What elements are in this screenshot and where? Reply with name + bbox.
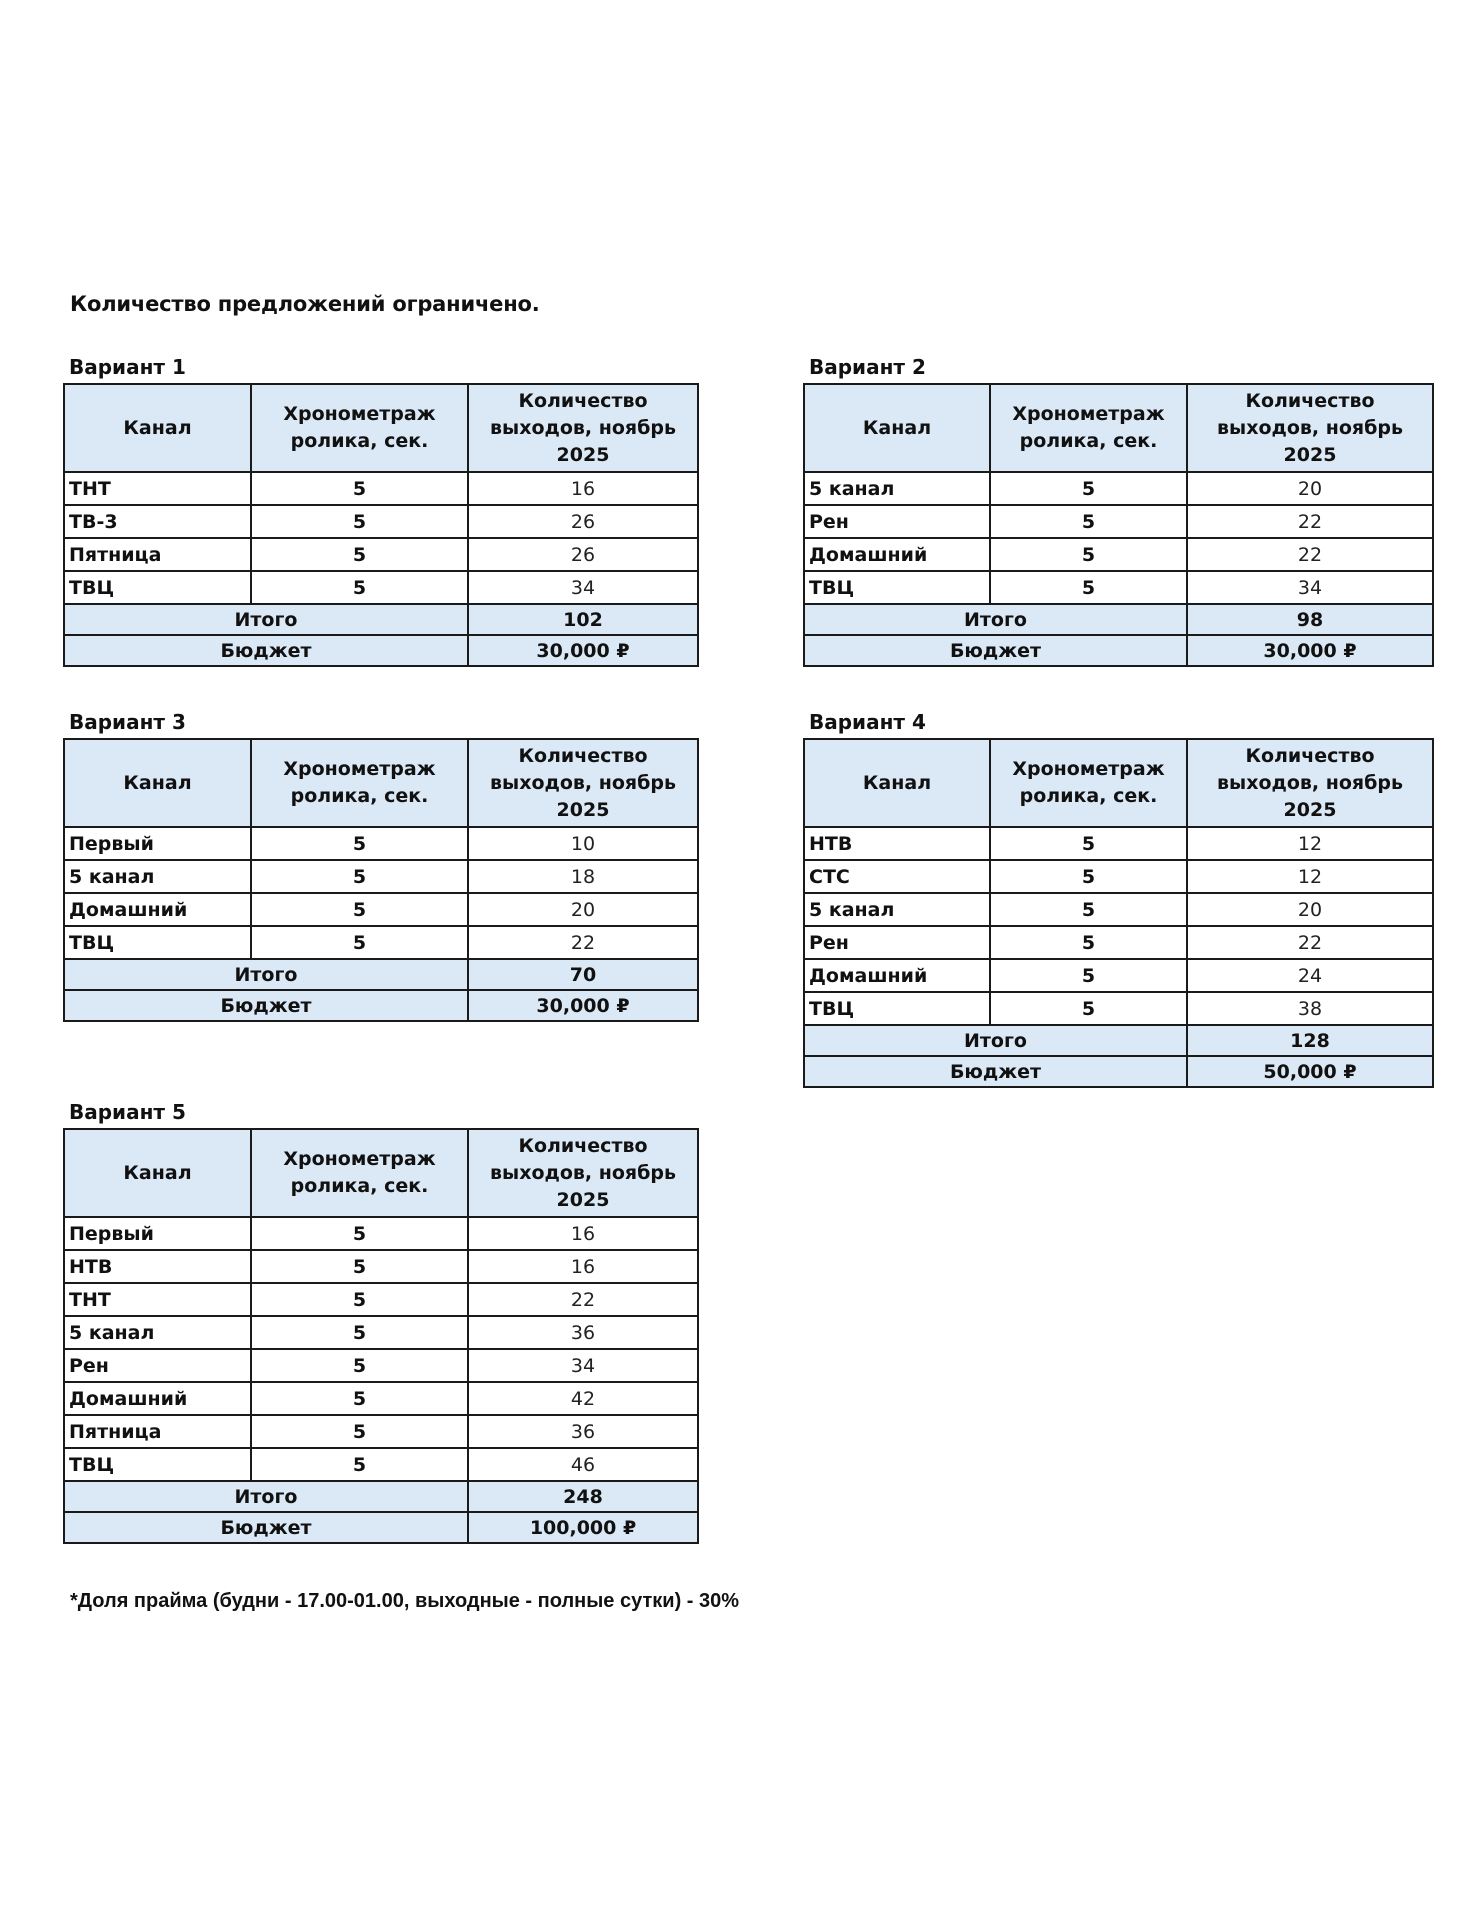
column-header-duration: Хронометраж ролика, сек. bbox=[251, 384, 468, 472]
budget-value: 100,000 ₽ bbox=[468, 1512, 698, 1543]
count-cell: 24 bbox=[1187, 959, 1433, 992]
count-cell: 34 bbox=[468, 571, 698, 604]
channel-cell: 5 канал bbox=[64, 860, 251, 893]
footnote: *Доля прайма (будни - 17.00-01.00, выходные - полные сутки) - 30% bbox=[70, 1590, 740, 1612]
duration-cell: 5 bbox=[990, 472, 1187, 505]
table-header-row bbox=[64, 384, 698, 472]
budget-row bbox=[64, 635, 698, 666]
budget-label: Бюджет bbox=[804, 1056, 1187, 1087]
table-row bbox=[64, 472, 698, 505]
table-row bbox=[804, 505, 1433, 538]
channel-cell: Пятница bbox=[64, 1415, 251, 1448]
budget-label: Бюджет bbox=[64, 1512, 468, 1543]
count-cell: 26 bbox=[468, 505, 698, 538]
duration-cell: 5 bbox=[990, 992, 1187, 1025]
duration-cell: 5 bbox=[251, 505, 468, 538]
channel-cell: ТВЦ bbox=[804, 571, 990, 604]
duration-cell: 5 bbox=[251, 472, 468, 505]
column-header-duration: Хронометраж ролика, сек. bbox=[251, 739, 468, 827]
count-cell: 42 bbox=[468, 1382, 698, 1415]
duration-cell: 5 bbox=[251, 538, 468, 571]
channel-cell: 5 канал bbox=[64, 1316, 251, 1349]
count-cell: 46 bbox=[468, 1448, 698, 1481]
channel-cell: ТВ-3 bbox=[64, 505, 251, 538]
count-cell: 16 bbox=[468, 1217, 698, 1250]
table-row bbox=[64, 571, 698, 604]
duration-cell: 5 bbox=[251, 926, 468, 959]
duration-cell: 5 bbox=[990, 959, 1187, 992]
table-row bbox=[804, 893, 1433, 926]
channel-cell: 5 канал bbox=[804, 893, 990, 926]
duration-cell: 5 bbox=[990, 571, 1187, 604]
table-row bbox=[64, 1382, 698, 1415]
total-row bbox=[64, 1481, 698, 1512]
budget-row bbox=[64, 1512, 698, 1543]
count-cell: 12 bbox=[1187, 827, 1433, 860]
total-label: Итого bbox=[64, 959, 468, 990]
table-row bbox=[804, 538, 1433, 571]
channel-cell: ТНТ bbox=[64, 472, 251, 505]
total-label: Итого bbox=[804, 604, 1187, 635]
budget-value: 30,000 ₽ bbox=[468, 635, 698, 666]
table-header-row bbox=[64, 739, 698, 827]
duration-cell: 5 bbox=[990, 860, 1187, 893]
channel-cell: 5 канал bbox=[804, 472, 990, 505]
budget-row bbox=[64, 990, 698, 1021]
duration-cell: 5 bbox=[251, 1316, 468, 1349]
duration-cell: 5 bbox=[251, 1217, 468, 1250]
channel-cell: Домашний bbox=[804, 538, 990, 571]
duration-cell: 5 bbox=[251, 827, 468, 860]
duration-cell: 5 bbox=[251, 1283, 468, 1316]
table-row bbox=[64, 1217, 698, 1250]
table-row bbox=[64, 1283, 698, 1316]
table-row bbox=[64, 827, 698, 860]
column-header-count: Количество выходов, ноябрь 2025 bbox=[1187, 384, 1433, 472]
table-row bbox=[64, 1250, 698, 1283]
budget-label: Бюджет bbox=[804, 635, 1187, 666]
channel-cell: Первый bbox=[64, 827, 251, 860]
page-title: Количество предложений ограничено. bbox=[70, 292, 540, 316]
table-header-row bbox=[64, 1129, 698, 1217]
budget-label: Бюджет bbox=[64, 635, 468, 666]
count-cell: 16 bbox=[468, 1250, 698, 1283]
count-cell: 20 bbox=[1187, 472, 1433, 505]
budget-value: 30,000 ₽ bbox=[468, 990, 698, 1021]
variant-label: Вариант 5 bbox=[69, 1100, 186, 1124]
table-row bbox=[64, 1349, 698, 1382]
duration-cell: 5 bbox=[251, 571, 468, 604]
channel-cell: Домашний bbox=[64, 893, 251, 926]
table-row bbox=[804, 860, 1433, 893]
total-value: 248 bbox=[468, 1481, 698, 1512]
variant-label: Вариант 2 bbox=[809, 355, 926, 379]
table-row bbox=[64, 1448, 698, 1481]
channel-cell: Первый bbox=[64, 1217, 251, 1250]
channel-cell: СТС bbox=[804, 860, 990, 893]
channel-cell: НТВ bbox=[804, 827, 990, 860]
table-row bbox=[64, 505, 698, 538]
duration-cell: 5 bbox=[251, 1250, 468, 1283]
count-cell: 26 bbox=[468, 538, 698, 571]
budget-value: 50,000 ₽ bbox=[1187, 1056, 1433, 1087]
variant-label: Вариант 4 bbox=[809, 710, 926, 734]
table-row bbox=[64, 1316, 698, 1349]
column-header-count: Количество выходов, ноябрь 2025 bbox=[468, 739, 698, 827]
total-row bbox=[64, 604, 698, 635]
table-row bbox=[64, 1415, 698, 1448]
count-cell: 34 bbox=[1187, 571, 1433, 604]
table-row bbox=[804, 571, 1433, 604]
duration-cell: 5 bbox=[990, 827, 1187, 860]
table-row bbox=[804, 926, 1433, 959]
variant-5-table bbox=[63, 1128, 699, 1544]
column-header-duration: Хронометраж ролика, сек. bbox=[990, 739, 1187, 827]
channel-cell: Домашний bbox=[64, 1382, 251, 1415]
channel-cell: Рен bbox=[804, 505, 990, 538]
table-row bbox=[64, 893, 698, 926]
count-cell: 22 bbox=[1187, 538, 1433, 571]
duration-cell: 5 bbox=[251, 893, 468, 926]
variant-2-table bbox=[803, 383, 1434, 667]
variant-3-table bbox=[63, 738, 699, 1022]
duration-cell: 5 bbox=[251, 1448, 468, 1481]
column-header-count: Количество выходов, ноябрь 2025 bbox=[468, 384, 698, 472]
table-row bbox=[64, 926, 698, 959]
channel-cell: НТВ bbox=[64, 1250, 251, 1283]
channel-cell: ТВЦ bbox=[64, 926, 251, 959]
total-label: Итого bbox=[64, 1481, 468, 1512]
count-cell: 36 bbox=[468, 1316, 698, 1349]
count-cell: 20 bbox=[468, 893, 698, 926]
duration-cell: 5 bbox=[990, 538, 1187, 571]
variant-label: Вариант 3 bbox=[69, 710, 186, 734]
duration-cell: 5 bbox=[251, 1382, 468, 1415]
total-row bbox=[64, 959, 698, 990]
table-row bbox=[64, 538, 698, 571]
column-header-count: Количество выходов, ноябрь 2025 bbox=[468, 1129, 698, 1217]
column-header-channel: Канал bbox=[64, 384, 251, 472]
channel-cell: ТВЦ bbox=[64, 1448, 251, 1481]
table-row bbox=[804, 827, 1433, 860]
duration-cell: 5 bbox=[251, 1349, 468, 1382]
budget-row bbox=[804, 635, 1433, 666]
variant-4-table bbox=[803, 738, 1434, 1088]
total-value: 128 bbox=[1187, 1025, 1433, 1056]
count-cell: 22 bbox=[468, 926, 698, 959]
channel-cell: Рен bbox=[804, 926, 990, 959]
column-header-channel: Канал bbox=[804, 384, 990, 472]
channel-cell: Пятница bbox=[64, 538, 251, 571]
variant-1-table bbox=[63, 383, 699, 667]
column-header-channel: Канал bbox=[804, 739, 990, 827]
column-header-channel: Канал bbox=[64, 739, 251, 827]
channel-cell: ТНТ bbox=[64, 1283, 251, 1316]
total-label: Итого bbox=[64, 604, 468, 635]
duration-cell: 5 bbox=[251, 1415, 468, 1448]
count-cell: 36 bbox=[468, 1415, 698, 1448]
channel-cell: Домашний bbox=[804, 959, 990, 992]
count-cell: 16 bbox=[468, 472, 698, 505]
column-header-duration: Хронометраж ролика, сек. bbox=[990, 384, 1187, 472]
total-label: Итого bbox=[804, 1025, 1187, 1056]
channel-cell: ТВЦ bbox=[64, 571, 251, 604]
duration-cell: 5 bbox=[990, 926, 1187, 959]
duration-cell: 5 bbox=[990, 893, 1187, 926]
count-cell: 18 bbox=[468, 860, 698, 893]
budget-row bbox=[804, 1056, 1433, 1087]
table-row bbox=[64, 860, 698, 893]
count-cell: 38 bbox=[1187, 992, 1433, 1025]
count-cell: 22 bbox=[1187, 926, 1433, 959]
count-cell: 22 bbox=[468, 1283, 698, 1316]
total-value: 98 bbox=[1187, 604, 1433, 635]
total-row bbox=[804, 1025, 1433, 1056]
column-header-count: Количество выходов, ноябрь 2025 bbox=[1187, 739, 1433, 827]
table-header-row bbox=[804, 384, 1433, 472]
budget-value: 30,000 ₽ bbox=[1187, 635, 1433, 666]
column-header-duration: Хронометраж ролика, сек. bbox=[251, 1129, 468, 1217]
channel-cell: Рен bbox=[64, 1349, 251, 1382]
count-cell: 12 bbox=[1187, 860, 1433, 893]
total-row bbox=[804, 604, 1433, 635]
budget-label: Бюджет bbox=[64, 990, 468, 1021]
total-value: 102 bbox=[468, 604, 698, 635]
count-cell: 34 bbox=[468, 1349, 698, 1382]
count-cell: 10 bbox=[468, 827, 698, 860]
count-cell: 20 bbox=[1187, 893, 1433, 926]
table-row bbox=[804, 992, 1433, 1025]
count-cell: 22 bbox=[1187, 505, 1433, 538]
table-row bbox=[804, 959, 1433, 992]
total-value: 70 bbox=[468, 959, 698, 990]
table-header-row bbox=[804, 739, 1433, 827]
duration-cell: 5 bbox=[251, 860, 468, 893]
table-row bbox=[804, 472, 1433, 505]
channel-cell: ТВЦ bbox=[804, 992, 990, 1025]
column-header-channel: Канал bbox=[64, 1129, 251, 1217]
duration-cell: 5 bbox=[990, 505, 1187, 538]
variant-label: Вариант 1 bbox=[69, 355, 186, 379]
